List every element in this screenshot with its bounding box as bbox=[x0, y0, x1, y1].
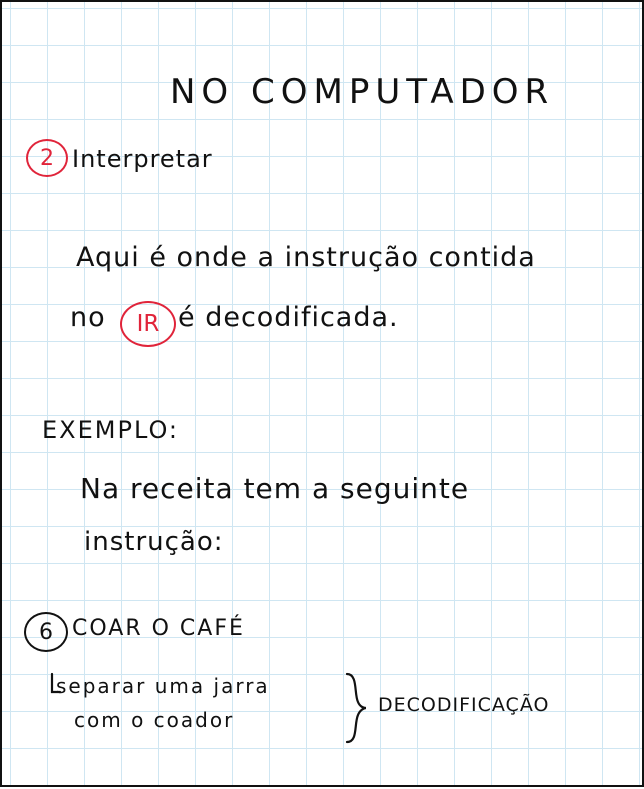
step-subline-2: com o coador bbox=[74, 708, 235, 732]
example-label: EXEMPLO: bbox=[42, 416, 180, 444]
explanation-line-2-start: no bbox=[70, 302, 106, 333]
step-number-badge bbox=[24, 612, 68, 652]
handwritten-marks bbox=[2, 2, 644, 789]
decoding-label: DECODIFICAÇÃO bbox=[378, 694, 550, 716]
section-number-badge bbox=[26, 139, 68, 177]
section-number: 2 bbox=[40, 145, 54, 171]
page-title: NO COMPUTADOR bbox=[170, 72, 555, 112]
curly-brace-icon bbox=[347, 674, 366, 742]
ir-highlight-text: IR bbox=[136, 311, 160, 337]
example-line-2: instrução: bbox=[84, 527, 224, 557]
explanation-line-2-end: é decodificada. bbox=[178, 302, 399, 333]
step-number: 6 bbox=[39, 619, 53, 645]
step-subline-1: separar uma jarra bbox=[56, 674, 270, 698]
explanation-line-1: Aqui é onde a instrução contida bbox=[76, 242, 536, 273]
step-title: COAR O CAFÉ bbox=[72, 616, 245, 641]
ir-highlight-circle bbox=[120, 301, 176, 347]
example-line-1: Na receita tem a seguinte bbox=[80, 472, 470, 505]
section-heading: Interpretar bbox=[72, 145, 213, 173]
